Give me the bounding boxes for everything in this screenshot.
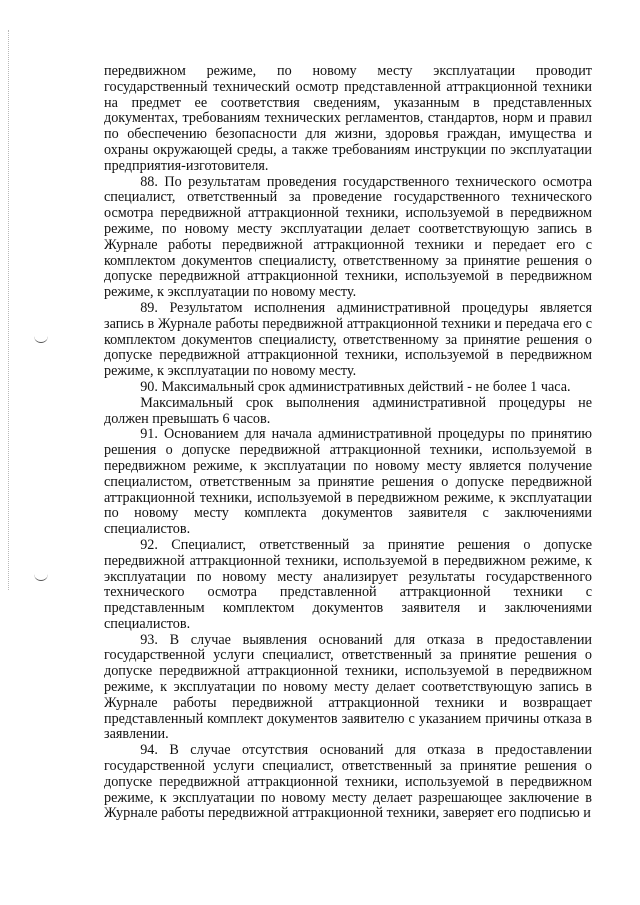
paragraph-continuation: передвижном режиме, по новому месту эксплуатации проводит государственный технический осмотр представленной аттракционной техники на предмет ее соответствия сведениям, указанным в представленных документах, требованиям технических регламентов, стандартов, норм и правил по обеспечению безопасности для жизни, здоровья граждан, имущества и охраны окружающей среды, а также требованиям инструкции по эксплуатации предприятия-изготовителя. bbox=[104, 63, 592, 174]
document-body bbox=[104, 64, 592, 822]
scan-mark-artifact bbox=[34, 574, 48, 581]
paragraph-90: 90. Максимальный срок административных действий - не более 1 часа. bbox=[140, 378, 571, 395]
paragraph-93: 93. В случае выявления оснований для отказа в предоставлении государственной услуги специалист, ответственный за принятие решения о допуске передвижной аттракционной техники, используемой в передвижном режиме, к эксплуатации по новому месту делает соответствующую запись в Журнале работы передвижной аттракционной техники и возвращает представленный комплект документов заявителю с указанием причины отказа в заявлении. bbox=[104, 631, 592, 743]
paragraph-92: 92. Специалист, ответственный за принятие решения о допуске передвижной аттракционной техники, используемой в передвижном режиме, к эксплуатации по новому месту анализирует результаты государственного технического осмотра представленной аттракционной техники с представленным комплектом документов заявителя и заключениями специалистов. bbox=[104, 536, 592, 632]
scan-mark-artifact bbox=[34, 336, 48, 343]
paragraph-max-term: Максимальный срок выполнения административной процедуры не должен превышать 6 часов. bbox=[104, 394, 592, 427]
paragraph-91: 91. Основанием для начала административной процедуры по принятию решения о допуске передвижной аттракционной техники, используемой в передвижном режиме, к эксплуатации по новому месту является получение специалистом, ответственным за принятие решения о допуске передвижной аттракционной техники, используемой в передвижном режиме, к эксплуатации по новому месту комплекта документов заявителя с заключениями специалистов. bbox=[104, 426, 592, 538]
scan-edge-artifact bbox=[8, 30, 11, 590]
paragraph-94: 94. В случае отсутствия оснований для отказа в предоставлении государственной услуги специалист, ответственный за принятие решения о допуске передвижной аттракционной техники, используемой в передвижном режиме, к эксплуатации по новому месту делает разрешающее заключение в Журнале работы передвижной аттракционной техники, заверяет его подписью и bbox=[104, 742, 592, 822]
paragraph-88: 88. По результатам проведения государственного технического осмотра специалист, ответственный за проведение государственного технического осмотра передвижной аттракционной техники, используемой в передвижном режиме, по новому месту эксплуатации делает соответствующую запись в Журнале работы передвижной аттракционной техники и передает его с комплектом документов специалисту, ответственному за принятие решения о допуске передвижной аттракционной техники, используемой в передвижном режиме, к эксплуатации по новому месту. bbox=[104, 173, 592, 301]
paragraph-89: 89. Результатом исполнения административной процедуры является запись в Журнале работы передвижной аттракционной техники и передача его с комплектом документов специалисту, ответственному за принятие решения о допуске передвижной аттракционной техники, используемой в передвижном режиме, к эксплуатации по новому месту. bbox=[104, 299, 592, 380]
